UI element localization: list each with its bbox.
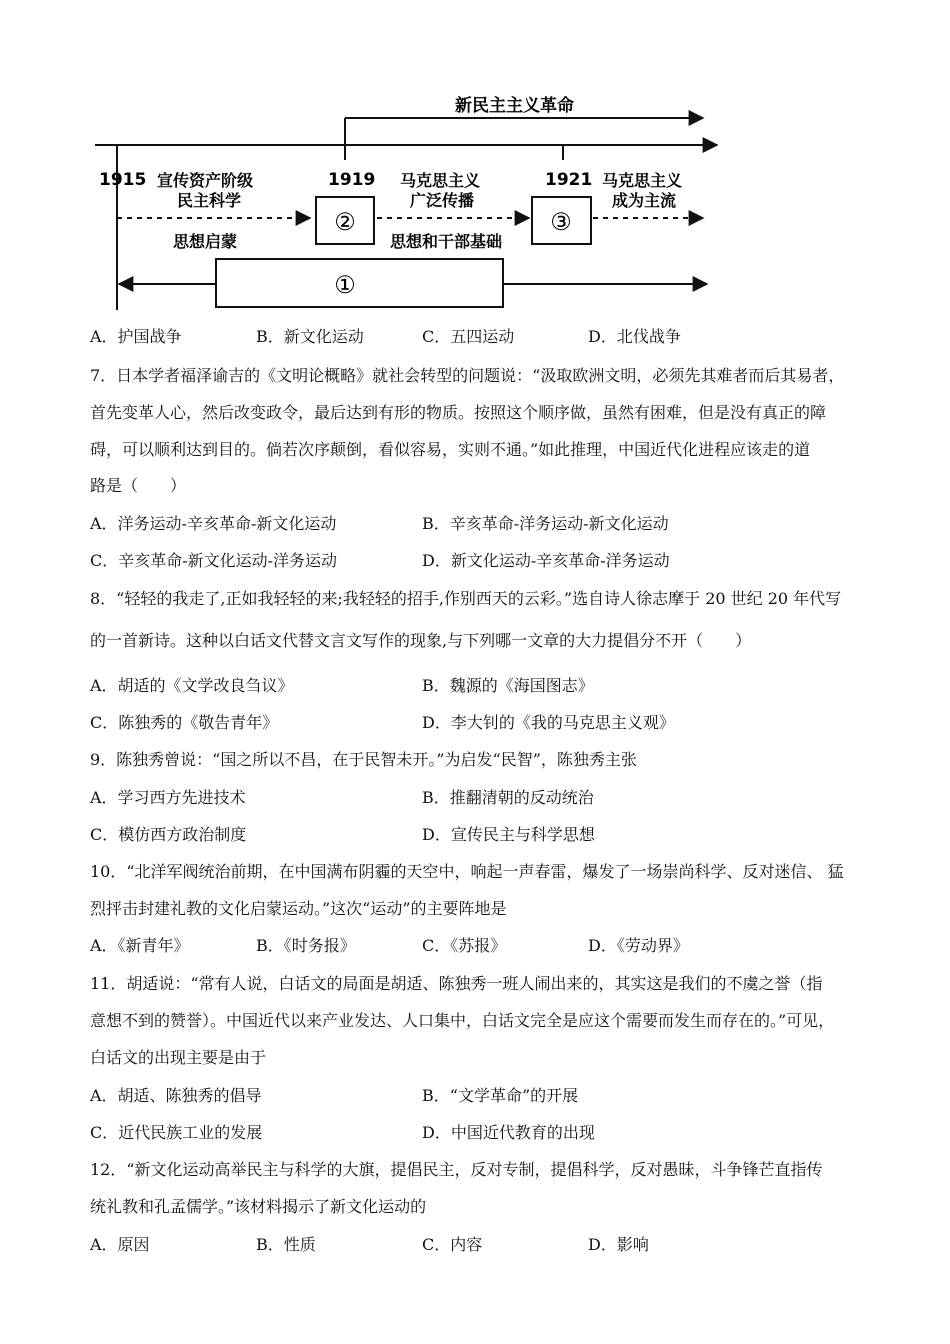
q8-text-line: 8．“轻轻的我走了,正如我轻轻的来;我轻轻的招手,作别西天的云彩。”选自诗人徐志摩于 20 世纪 20 年代写 (90, 589, 842, 608)
timeline-svg (95, 85, 735, 315)
q8-option-a[interactable]: A．胡适的《文学改良刍议》 (90, 676, 294, 695)
label-foundation: 思想和干部基础 (390, 232, 503, 251)
q7-text-line: 碍，可以顺利达到目的。倘若次序颠倒，看似容易，实则不通。”如此推理，中国近代化进程应该走的道 (90, 440, 811, 459)
timeline-diagram (95, 85, 735, 315)
q6-option-d[interactable]: D．北伐战争 (588, 327, 681, 346)
q8-option-d[interactable]: D．李大钊的《我的马克思主义观》 (422, 713, 675, 732)
q11-options-row1 (90, 1083, 870, 1105)
q9-option-c[interactable]: C．模仿西方政治制度 (90, 825, 247, 844)
year-1919: 1919 (328, 170, 376, 190)
q11-text-line: 11．胡适说：“常有人说，白话文的局面是胡适、陈独秀一班人闹出来的，其实这是我们的不虞之誉（指 (90, 974, 823, 993)
q7-option-d[interactable]: D．新文化运动-辛亥革命-洋务运动 (422, 551, 670, 570)
q9-option-a[interactable]: A．学习西方先进技术 (90, 788, 246, 807)
q11-text-line: 意想不到的赞誉）。中国近代以来产业发达、人口集中，白话文完全是应这个需要而发生而存在的。”可见， (90, 1011, 835, 1030)
seg3-line1: 马克思主义 (602, 171, 683, 190)
year-1915: 1915 (99, 170, 147, 190)
seg2-line2: 广泛传播 (410, 191, 475, 210)
q11-text-line: 白话文的出现主要是由于 (90, 1048, 267, 1067)
q10-option-a[interactable]: A．《新青年》 (90, 936, 190, 955)
q7-options-row1 (90, 511, 870, 533)
q10-option-b[interactable]: B．《时务报》 (256, 936, 356, 955)
seg1-line1: 宣传资产阶级 (157, 171, 254, 190)
box-1-label: ① (334, 271, 356, 299)
q12-option-c[interactable]: C．内容 (422, 1235, 483, 1254)
q10-option-d[interactable]: D．《劳动界》 (588, 936, 689, 955)
seg3-line2: 成为主流 (612, 191, 677, 210)
q6-options (90, 324, 870, 346)
q7-option-a[interactable]: A．洋务运动-辛亥革命-新文化运动 (90, 514, 337, 533)
q12-text-line: 统礼教和孔孟儒学。”该材料揭示了新文化运动的 (90, 1197, 427, 1216)
q12-text-line: 12．“新文化运动高举民主与科学的大旗，提倡民主，反对专制，提倡科学，反对愚昧，斗争锋芒直指传 (90, 1160, 823, 1179)
q10-text-line: 烈抨击封建礼教的文化启蒙运动。”这次“运动”的主要阵地是 (90, 899, 507, 918)
year-1921: 1921 (545, 170, 593, 190)
q9-option-b[interactable]: B．推翻清朝的反动统治 (422, 788, 594, 807)
q7-options-row2 (90, 548, 870, 570)
q12-option-d[interactable]: D．影响 (588, 1235, 649, 1254)
box-2-label: ② (334, 208, 356, 236)
q9-options-row1 (90, 785, 870, 807)
q8-option-b[interactable]: B．魏源的《海国图志》 (422, 676, 594, 695)
box-1 (216, 259, 503, 307)
q11-option-b[interactable]: B．“文学革命”的开展 (422, 1086, 579, 1105)
q8-text-line: 的一首新诗。这种以白话文代替文言文写作的现象,与下列哪一文章的大力提倡分不开（ ） (90, 631, 752, 650)
q11-option-d[interactable]: D．中国近代教育的出现 (422, 1123, 595, 1142)
q9-text-line: 9．陈独秀曾说：“国之所以不昌，在于民智未开。”为启发“民智”，陈独秀主张 (90, 750, 637, 769)
q12-option-a[interactable]: A．原因 (90, 1235, 150, 1254)
q7-option-b[interactable]: B．辛亥革命-洋务运动-新文化运动 (422, 514, 669, 533)
q7-text-line: 7．日本学者福泽谕吉的《文明论概略》就社会转型的问题说：“汲取欧洲文明，必须先其难者而后其易者， (90, 366, 845, 385)
q11-option-a[interactable]: A．胡适、陈独秀的倡导 (90, 1086, 262, 1105)
q8-option-c[interactable]: C．陈独秀的《敬告青年》 (90, 713, 279, 732)
q8-options-row1 (90, 673, 870, 695)
q10-text-line: 10．“北洋军阀统治前期，在中国满布阴霾的天空中，响起一声春雷，爆发了一场崇尚科学、反对迷信、 猛 (90, 862, 844, 881)
seg2-line1: 马克思主义 (400, 171, 481, 190)
q6-option-c[interactable]: C．五四运动 (422, 327, 515, 346)
q7-text-line: 首先变革人心，然后改变政令，最后达到有形的物质。按照这个顺序做，虽然有困难，但是没有真正的障 (90, 403, 827, 422)
q11-options-row2 (90, 1120, 870, 1142)
q7-text-line: 路是（ ） (90, 476, 187, 495)
q9-option-d[interactable]: D．宣传民主与科学思想 (422, 825, 595, 844)
q8-options-row2 (90, 710, 870, 732)
q6-option-b[interactable]: B．新文化运动 (256, 327, 364, 346)
q10-option-c[interactable]: C．《苏报》 (422, 936, 507, 955)
q10-options (90, 933, 870, 955)
seg1-line2: 民主科学 (177, 191, 242, 210)
q12-options (90, 1232, 870, 1254)
box-3-label: ③ (550, 208, 572, 236)
q9-options-row2 (90, 822, 870, 844)
q7-option-c[interactable]: C．辛亥革命-新文化运动-洋务运动 (90, 551, 338, 570)
q6-option-a[interactable]: A．护国战争 (90, 327, 182, 346)
label-enlightenment: 思想启蒙 (173, 232, 238, 251)
q12-option-b[interactable]: B．性质 (256, 1235, 316, 1254)
revolution-label: 新民主主义革命 (455, 96, 574, 116)
q11-option-c[interactable]: C．近代民族工业的发展 (90, 1123, 263, 1142)
